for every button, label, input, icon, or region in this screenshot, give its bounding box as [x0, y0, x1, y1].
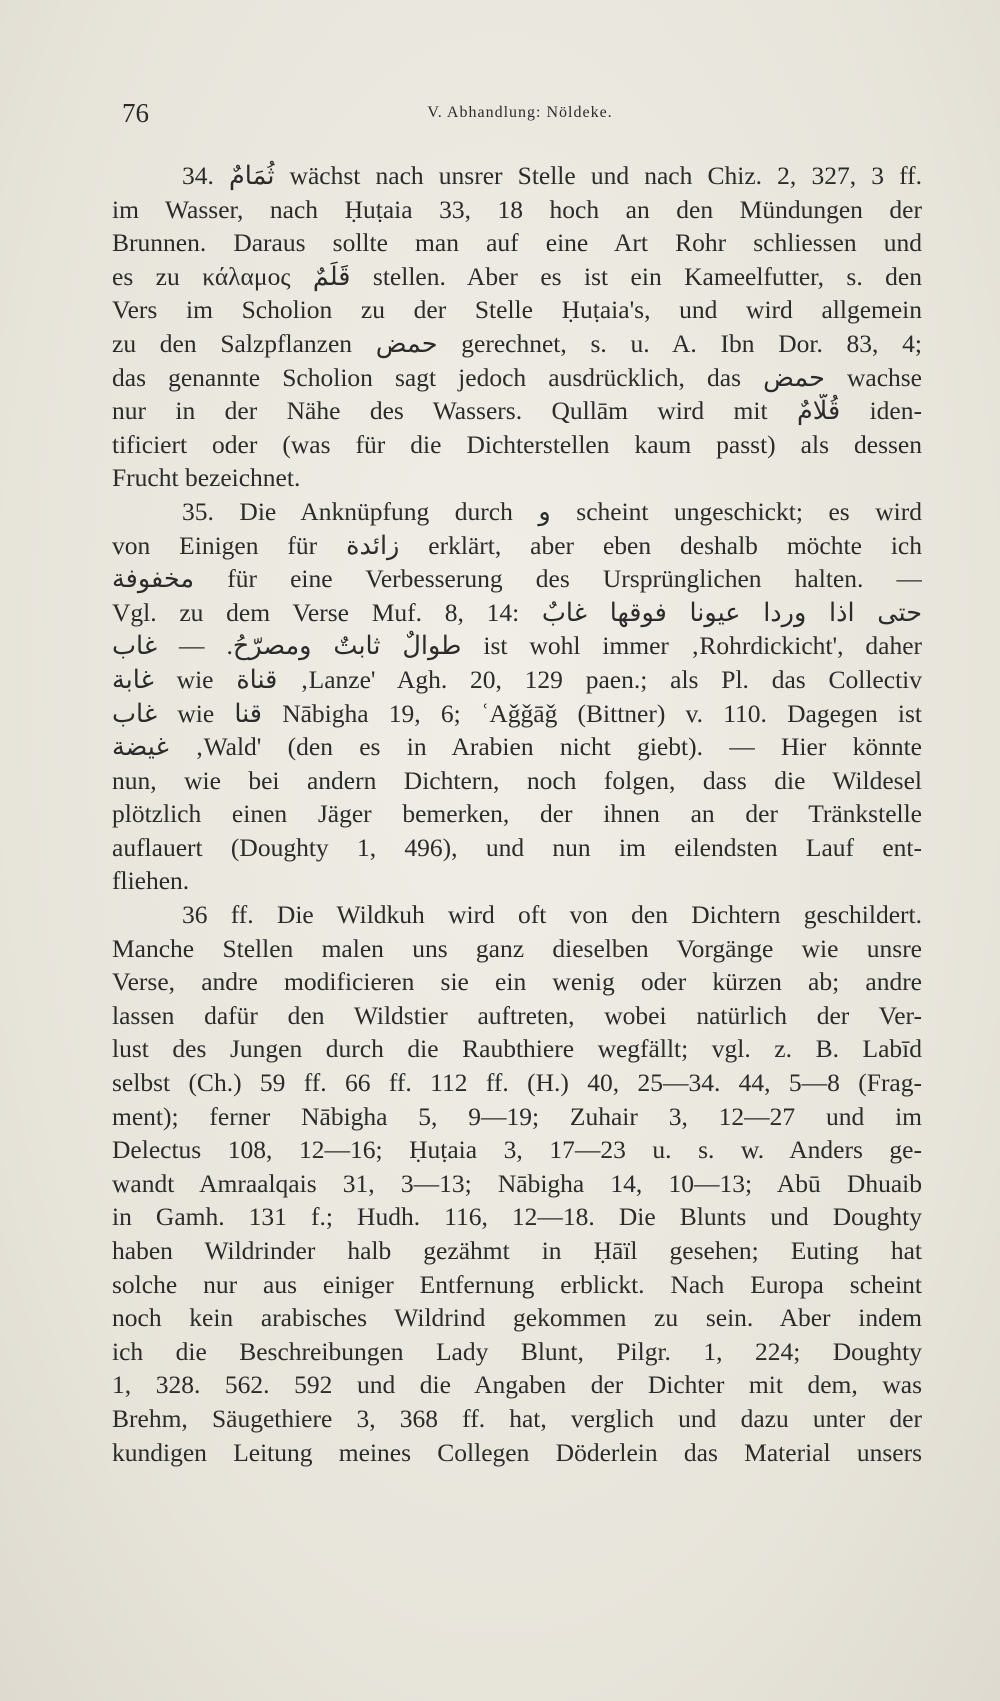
- text-line: im Wasser, nach Ḥuṭaia 33, 18 hoch an den Mündungen der: [112, 194, 922, 224]
- text-line: in Gamh. 131 f.; Hudh. 116, 12—18. Die Blunts und Doughty: [112, 1202, 922, 1232]
- text-line: noch kein arabisches Wildrind gekommen zu sein. Aber indem: [112, 1303, 922, 1333]
- text-line: kundigen Leitung meines Collegen Döderlein das Material unsers: [112, 1437, 922, 1467]
- text-line: das genannte Scholion sagt jedoch ausdrücklich, das حمض wachse: [112, 362, 922, 392]
- text-line: solche nur aus einiger Entfernung erblickt. Nach Europa scheint: [112, 1269, 922, 1299]
- text-line: nun, wie bei andern Dichtern, noch folgen, dass die Wildesel: [112, 765, 922, 795]
- text-line: طوالٌ ثابتٌ ومصرّحُ. — غاب ist wohl immer ‚Rohrdickicht', daher: [112, 631, 922, 661]
- text-line: Brehm, Säugethiere 3, 368 ff. hat, verglich und dazu unter der: [112, 1403, 922, 1433]
- text-line: es zu κάλαμος قَلَمٌ stellen. Aber es ist ein Kameelfutter, s. den: [112, 261, 922, 291]
- text-line: غابة wie قناة ‚Lanze' Agh. 20, 129 paen.; als Pl. das Collectiv: [112, 664, 922, 694]
- text-line: nur in der Nähe des Wassers. Qullām wird mit قُلَّامٌ iden-: [112, 396, 922, 426]
- text-line: Manche Stellen malen uns ganz dieselben Vorgänge wie unsre: [112, 933, 922, 963]
- text-line: fliehen.: [112, 866, 190, 896]
- text-line: zu den Salzpflanzen حمض gerechnet, s. u. A. Ibn Dor. 83, 4;: [112, 328, 922, 358]
- page-header: [122, 98, 918, 138]
- text-line: ich die Beschreibungen Lady Blunt, Pilgr. 1, 224; Doughty: [112, 1336, 922, 1366]
- text-line: غيضة ‚Wald' (den es in Arabien nicht giebt). — Hier könnte: [112, 732, 922, 762]
- text-line: Brunnen. Daraus sollte man auf eine Art Rohr schliessen und: [112, 228, 922, 258]
- text-line: lassen dafür den Wildstier auftreten, wobei natürlich der Ver-: [112, 1000, 922, 1030]
- text-line: Frucht bezeichnet.: [112, 463, 301, 493]
- text-line: plötzlich einen Jäger bemerken, der ihnen an der Tränkstelle: [112, 799, 922, 829]
- running-head: V. Abhandlung: Nöldeke.: [427, 104, 613, 121]
- text-line: 35. Die Anknüpfung durch و scheint ungeschickt; es wird: [182, 496, 922, 526]
- text-line: 36 ff. Die Wildkuh wird oft von den Dichtern geschildert.: [182, 900, 922, 930]
- body-text: [112, 159, 922, 1469]
- text-line: ment); ferner Nābigha 5, 9—19; Zuhair 3, 12—27 und im: [112, 1101, 922, 1131]
- text-line: lust des Jungen durch die Raubthiere wegfällt; vgl. z. B. Labīd: [112, 1034, 922, 1064]
- text-line: von Einigen für زائدة erklärt, aber eben deshalb möchte ich: [112, 530, 922, 560]
- text-line: مخفوفة für eine Verbesserung des Ursprünglichen halten. —: [112, 564, 922, 594]
- text-line: selbst (Ch.) 59 ff. 66 ff. 112 ff. (H.) 40, 25—34. 44, 5—8 (Frag-: [112, 1068, 922, 1098]
- text-line: Delectus 108, 12—16; Ḥuṭaia 3, 17—23 u. s. w. Anders ge-: [112, 1135, 922, 1165]
- text-line: Verse, andre modificieren sie ein wenig oder kürzen ab; andre: [112, 967, 922, 997]
- page-number: 76: [122, 98, 149, 128]
- text-line: tificiert oder (was für die Dichterstellen kaum passt) als dessen: [112, 429, 922, 459]
- text-line: haben Wildrinder halb gezähmt in Ḥāïl gesehen; Euting hat: [112, 1236, 922, 1265]
- text-line: Vers im Scholion zu der Stelle Ḥuṭaia's, und wird allgemein: [112, 295, 922, 325]
- text-line: auflauert (Doughty 1, 496), und nun im eilendsten Lauf ent-: [112, 832, 922, 862]
- text-line: wandt Amraalqais 31, 3—13; Nābigha 14, 10—13; Abū Dhuaib: [112, 1168, 922, 1198]
- text-line: Vgl. zu dem Verse Muf. 8, 14: حتى اذا وردا عيونا فوقها غابٌ: [112, 597, 922, 627]
- text-line: 34. ثُمَامٌ wächst nach unsrer Stelle und nach Chiz. 2, 327, 3 ff.: [182, 161, 922, 190]
- text-line: غاب wie قنا Nābigha 19, 6; ʿAǧǧāǧ (Bittner) v. 110. Dagegen ist: [112, 698, 922, 728]
- text-line: 1, 328. 562. 592 und die Angaben der Dichter mit dem, was: [112, 1370, 922, 1400]
